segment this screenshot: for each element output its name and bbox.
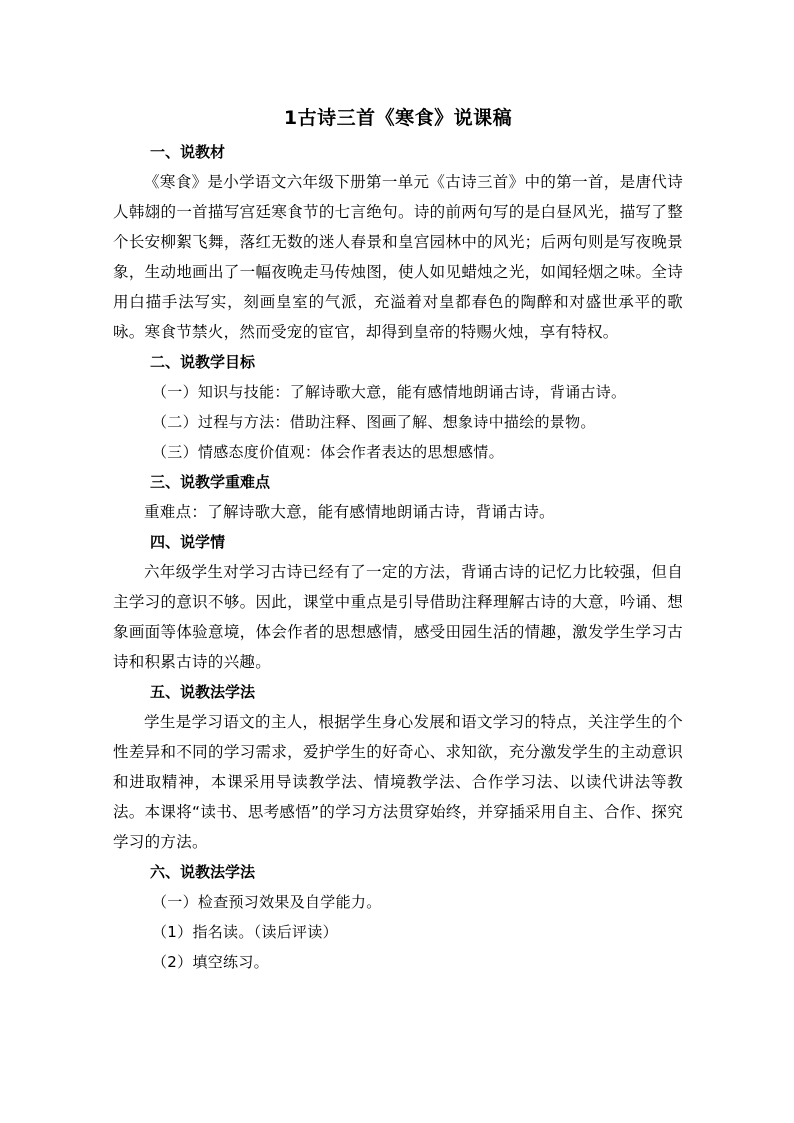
document-title: 1古诗三首《寒食》说课稿 xyxy=(283,107,513,129)
goal-item-emotion: （三）情感态度价值观：体会作者表达的思想感情。 xyxy=(152,443,504,461)
goal-item-knowledge: （一）知识与技能：了解诗歌大意，能有感情地朗诵古诗，背诵古诗。 xyxy=(152,383,627,401)
section-heading-goals: 二、说教学目标 xyxy=(150,353,256,371)
section-heading-methods: 五、说教法学法 xyxy=(150,683,256,701)
goal-item-process: （二）过程与方法：借助注释、图画了解、想象诗中描绘的景物。 xyxy=(152,413,596,431)
section-heading-textbook: 一、说教材 xyxy=(150,143,226,161)
process-item-check: （一）检查预习效果及自学能力。 xyxy=(152,893,382,911)
section-paragraph-learners: 六年级学生对学习古诗已经有了一定的方法，背诵古诗的记忆力比较强，但自主学习的意识不够。因此，课堂中重点是引导借助注释理解古诗的大意，吟诵、想象画面等体验意境，体会作者的思想感情，感受田园生活的情趣，激发学生学习古诗和积累古诗的兴趣。 xyxy=(113,563,683,671)
section-paragraph-key-points: 重难点：了解诗歌大意，能有感情地朗诵古诗，背诵古诗。 xyxy=(144,503,555,521)
process-item-fill: （2）填空练习。 xyxy=(152,953,269,971)
section-paragraph-methods: 学生是学习语文的主人，根据学生身心发展和语文学习的特点，关注学生的个性差异和不同的学习需求，爱护学生的好奇心、求知欲，充分激发学生的主动意识和进取精神，本课采用导读教学法、情境教学法、合作学习法、以读代讲法等教法。本课将“读书、思考感悟”的学习方法贯穿始终，并穿插采用自主、合作、探究学习的方法。 xyxy=(113,713,683,851)
section-heading-learners: 四、说学情 xyxy=(150,533,226,551)
section-paragraph-textbook: 《寒食》是小学语文六年级下册第一单元《古诗三首》中的第一首，是唐代诗人韩翃的一首描写宫廷寒食节的七言绝句。诗的前两句写的是白昼风光，描写了整个长安柳絮飞舞，落红无数的迷人春景和皇宫园林中的风光；后两句则是写夜晚景象，生动地画出了一幅夜晚走马传烛图，使人如见蜡烛之光，如闻轻烟之味。全诗用白描手法写实，刻画皇室的气派，充溢着对皇都春色的陶醉和对盛世承平的歌咏。寒食节禁火，然而受宠的宦官，却得到皇帝的特赐火烛，享有特权。 xyxy=(113,173,683,341)
section-heading-key-points: 三、说教学重难点 xyxy=(150,473,271,491)
document-body xyxy=(113,103,683,977)
section-heading-methods-2: 六、说教法学法 xyxy=(150,863,256,881)
process-item-read: （1）指名读。（读后评读） xyxy=(152,923,338,941)
